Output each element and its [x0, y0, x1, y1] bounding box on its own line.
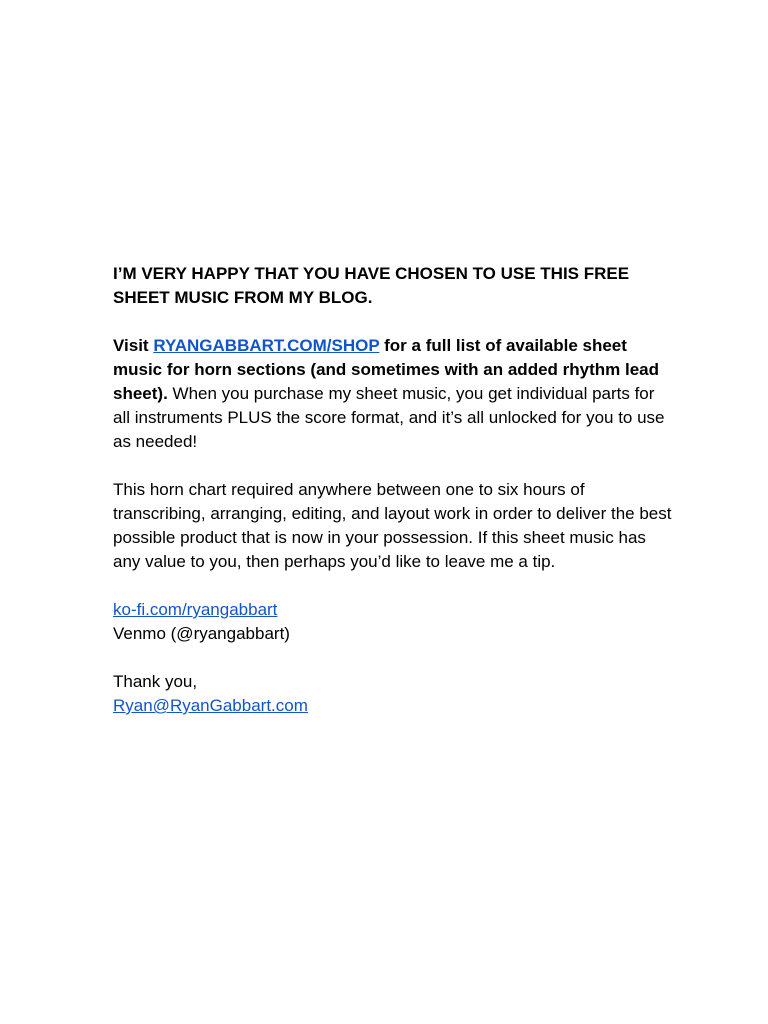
visit-paragraph [113, 334, 673, 454]
document-body [113, 262, 673, 742]
thanks-text: Thank you, [113, 672, 198, 691]
visit-bold-text: for a full list of available sheet music for horn sections (and sometimes with an added rhythm lead sheet). [113, 336, 659, 403]
kofi-link[interactable]: ko-fi.com/ryangabbart [113, 600, 278, 619]
closing-block [113, 670, 673, 718]
visit-prefix: Visit [113, 336, 154, 355]
support-block [113, 598, 673, 646]
visit-regular-text: When you purchase my sheet music, you get individual parts for all instruments PLUS the score format, and it’s all unlocked for you to use as needed! [113, 384, 665, 451]
tip-paragraph: This horn chart required anywhere between one to six hours of transcribing, arranging, editing, and layout work in order to deliver the best possible product that is now in your possession. If this sheet music has any value to you, then perhaps you’d like to leave me a tip. [113, 480, 672, 571]
shop-link[interactable]: RYANGABBART.COM/SHOP [153, 336, 380, 355]
venmo-text: Venmo (@ryangabbart) [113, 624, 290, 643]
email-link[interactable]: Ryan@RyanGabbart.com [113, 696, 308, 715]
heading-text: I’M VERY HAPPY THAT YOU HAVE CHOSEN TO USE THIS FREE SHEET MUSIC FROM MY BLOG. [113, 264, 630, 307]
